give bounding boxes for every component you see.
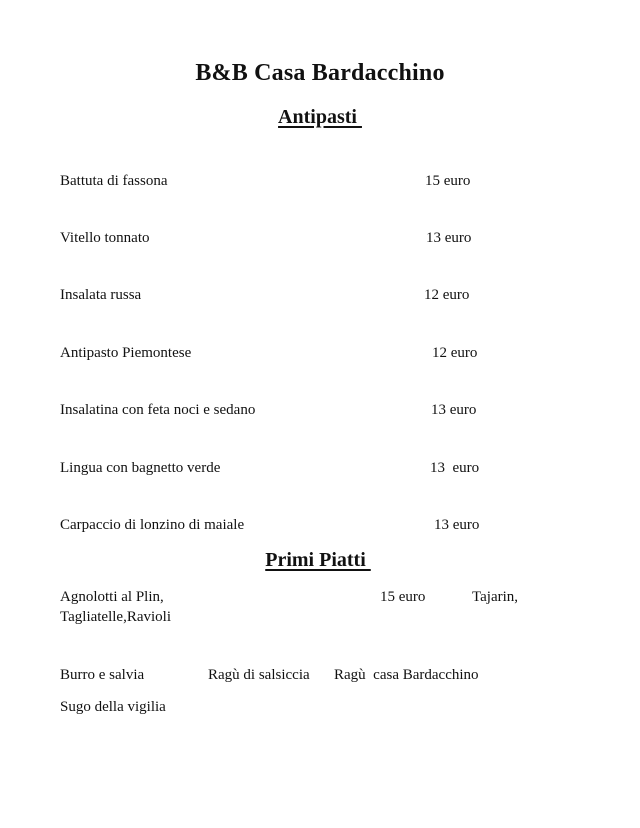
menu-item-name: Antipasto Piemontese: [60, 345, 192, 361]
sauce-option: Ragù di salsiccia: [208, 667, 310, 683]
menu-item-name: Lingua con bagnetto verde: [60, 460, 221, 476]
menu-item: [60, 287, 580, 307]
sauce-option: Burro e salvia: [60, 667, 145, 683]
menu-item: [60, 460, 580, 480]
menu-item: [60, 402, 580, 422]
menu-item: [60, 345, 580, 365]
menu-item-name: Insalata russa: [60, 287, 142, 303]
primi-dish-price: 15 euro: [380, 589, 426, 605]
sauce-option: Ragù casa Bardacchino: [334, 667, 479, 683]
section-heading-primi-piatti: Primi Piatti: [265, 549, 371, 571]
menu-item-price: 13 euro: [431, 402, 477, 418]
page-title: B&B Casa Bardacchino: [195, 60, 445, 86]
menu-item: [60, 517, 580, 537]
menu-item-name: Insalatina con feta noci e sedano: [60, 402, 256, 418]
primi-pasta-types: Tagliatelle,Ravioli: [60, 609, 171, 625]
section-heading-antipasti: Antipasti: [278, 106, 362, 128]
menu-item-name: Vitello tonnato: [60, 230, 150, 246]
primi-pasta-type: Tajarin,: [472, 589, 519, 605]
menu-item-name: Battuta di fassona: [60, 173, 168, 189]
menu-item-price: 13 euro: [430, 460, 480, 476]
menu-item-price: 13 euro: [426, 230, 472, 246]
menu-item-name: Carpaccio di lonzino di maiale: [60, 517, 245, 533]
menu-item: [60, 230, 580, 250]
menu-item-price: 15 euro: [425, 173, 471, 189]
menu-item-price: 13 euro: [434, 517, 480, 533]
menu-item-price: 12 euro: [432, 345, 478, 361]
menu-item: [60, 173, 580, 193]
sauce-option: Sugo della vigilia: [60, 699, 166, 715]
menu-item-price: 12 euro: [424, 287, 470, 303]
primi-dish-name: Agnolotti al Plin,: [60, 589, 164, 605]
